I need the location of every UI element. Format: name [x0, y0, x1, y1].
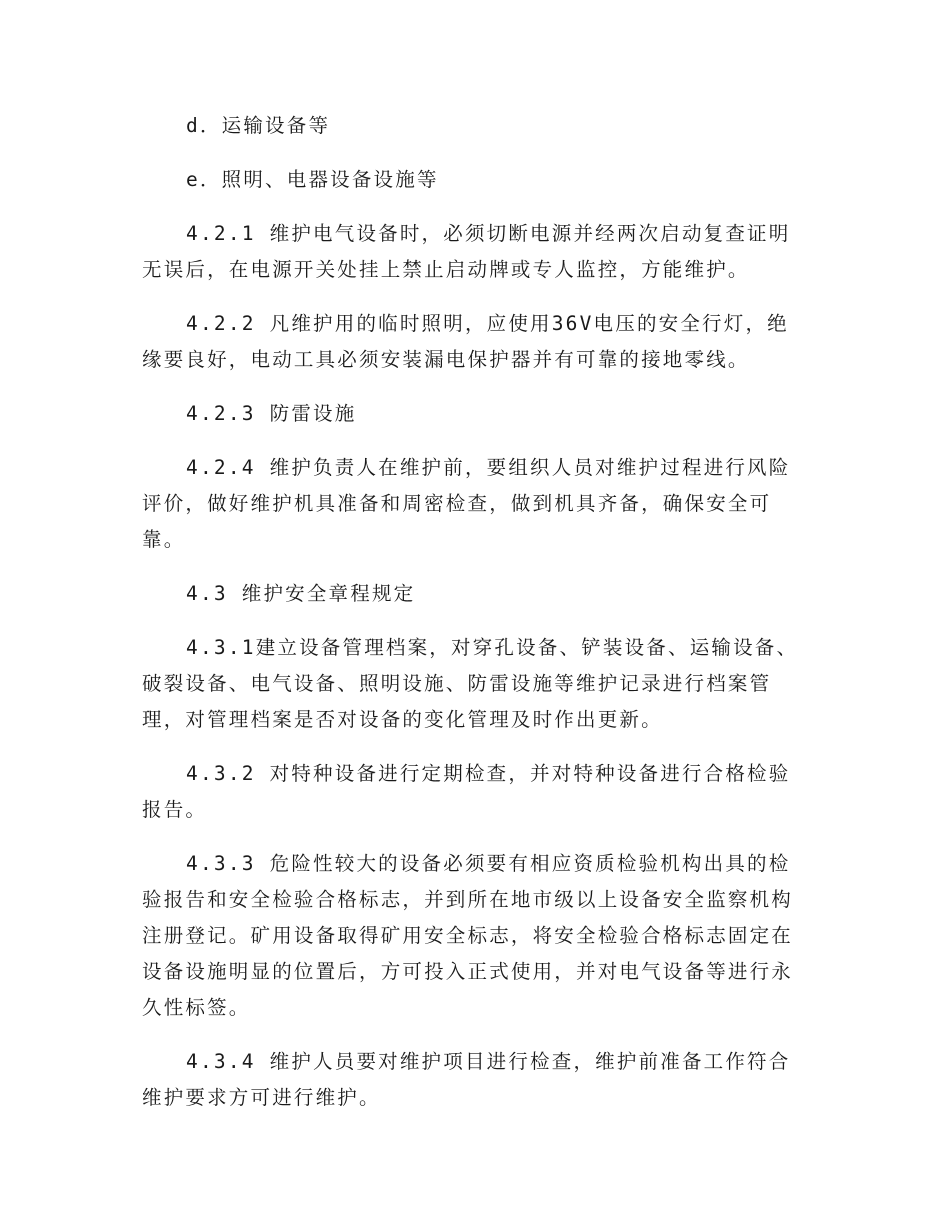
section-4-3-3: 4.3.3 危险性较大的设备必须要有相应资质检验机构出具的检验报告和安全检验合格标志，并到所在地市级以上设备安全监察机构注册登记。矿用设备取得矿用安全标志，将安全检验合格标志固定在设备设施明显的位置后，方可投入正式使用，并对电气设备等进行永久性标签。 [142, 852, 794, 1019]
section-4-2-1: 4.2.1 维护电气设备时，必须切断电源并经两次启动复查证明无误后，在电源开关处挂上禁止启动牌或专人监控，方能维护。 [142, 222, 791, 281]
section-4-3-4: 4.3.4 维护人员要对维护项目进行检查，维护前准备工作符合维护要求方可进行维护。 [142, 1050, 791, 1109]
section-4-3-2: 4.3.2 对特种设备进行定期检查，并对特种设备进行合格检验报告。 [142, 762, 791, 821]
document-body [142, 108, 810, 1134]
list-item-e: e．照明、电器设备设施等 [186, 168, 439, 191]
section-4-2-2: 4.2.2 凡维护用的临时照明，应使用36V电压的安全行灯，绝缘要良好，电动工具必须安装漏电保护器并有可靠的接地零线。 [142, 312, 789, 371]
section-4-3-1: 4.3.1建立设备管理档案，对穿孔设备、铲装设备、运输设备、破裂设备、电气设备、照明设施、防雷设施等维护记录进行档案管理，对管理档案是否对设备的变化管理及时作出更新。 [142, 636, 799, 731]
section-4-2-3: 4.2.3 防雷设施 [186, 402, 357, 425]
section-4-3-heading: 4.3 维护安全章程规定 [186, 582, 416, 605]
section-4-2-4: 4.2.4 维护负责人在维护前，要组织人员对维护过程进行风险评价，做好维护机具准备和周密检查，做到机具齐备，确保安全可靠。 [142, 456, 791, 551]
list-item-d: d．运输设备等 [186, 114, 331, 137]
